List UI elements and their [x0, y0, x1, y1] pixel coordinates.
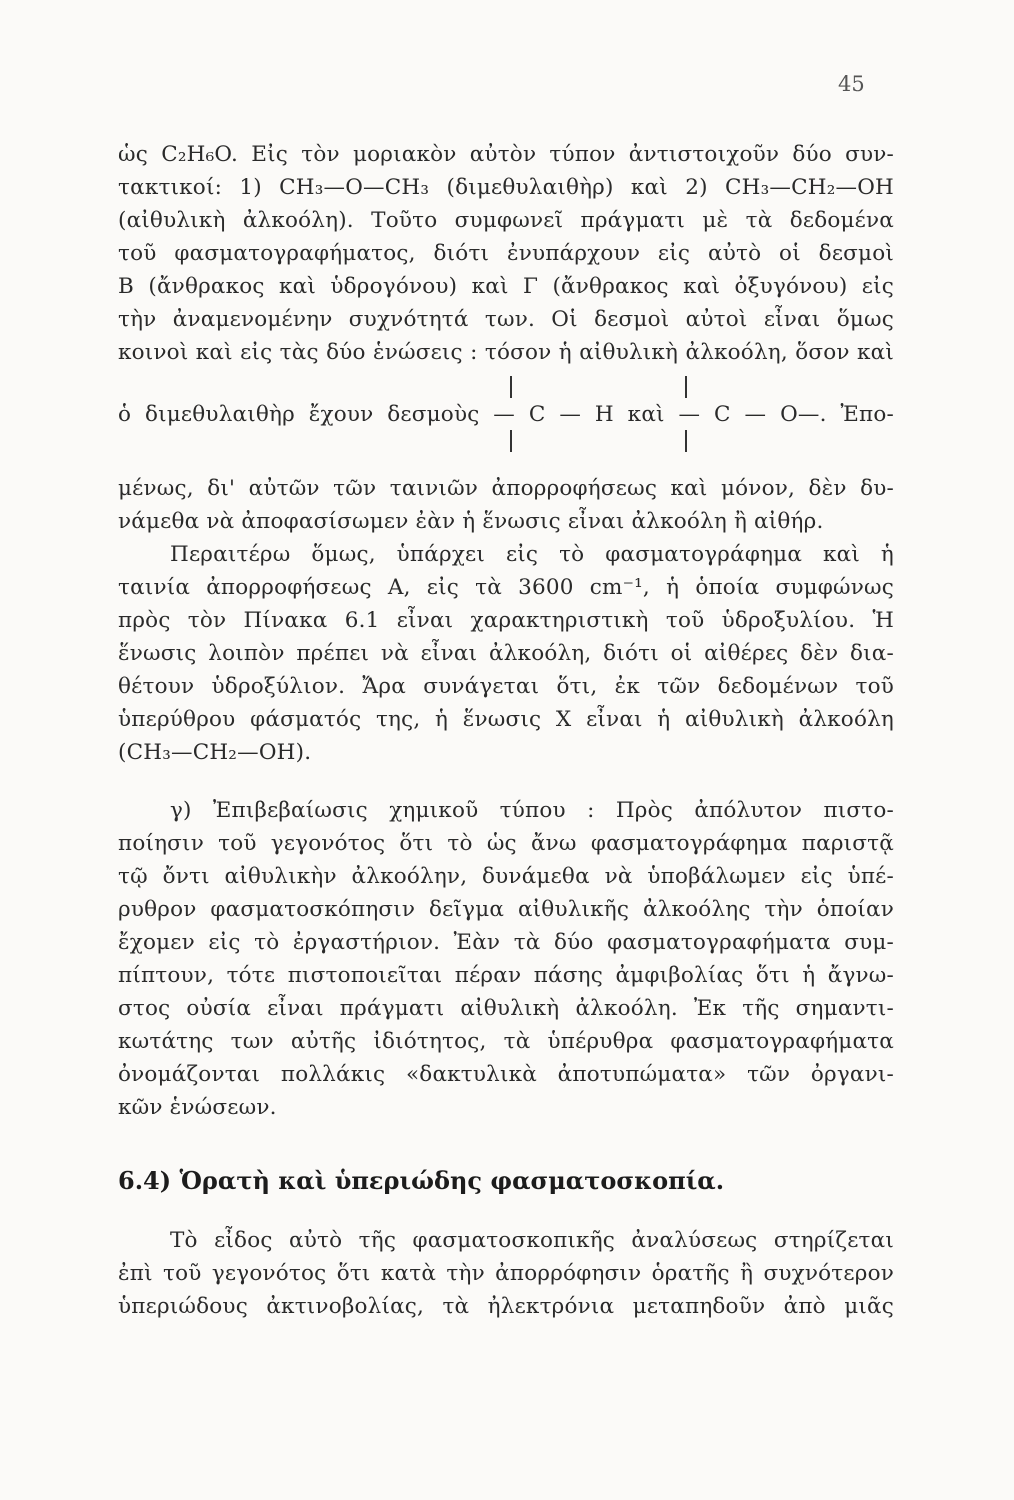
text-line: ἕνωσις λοιπὸν πρέπει νὰ εἶναι ἀλκοόλη, διότι οἱ αἰθέρες δὲν δια-: [118, 641, 894, 666]
bond-line-top: [685, 376, 687, 398]
text-line: ταινία ἀπορροφήσεως A, εἰς τὰ 3600 cm⁻¹, ἡ ὁποία συμφώνως: [118, 575, 894, 600]
text-line: ἔχομεν εἰς τὸ ἐργαστήριον. Ἐὰν τὰ δύο φασματογραφήματα συμ-: [118, 930, 894, 955]
text-line: κῶν ἑνώσεων.: [118, 1095, 277, 1120]
text-line: γ) Ἐπιβεβαίωσις χημικοῦ τύπου : Πρὸς ἀπόλυτον πιστο-: [170, 798, 894, 823]
bond-line-bottom: [685, 430, 687, 452]
text-line: B (ἄνθρακος καὶ ὑδρογόνου) καὶ Γ (ἄνθρακος καὶ ὀξυγόνου) εἰς: [118, 274, 894, 299]
text-line: τὴν ἀναμενομένην συχνότητά των. Οἱ δεσμοὶ αὐτοὶ εἶναι ὅμως: [118, 307, 894, 332]
bond-line-top: [510, 376, 512, 398]
text-line: ρυθρον φασματοσκόπησιν δεῖγμα αἰθυλικῆς ἀλκοόλης τὴν ὁποίαν: [118, 897, 894, 922]
text-line: πρὸς τὸν Πίνακα 6.1 εἶναι χαρακτηριστικὴ τοῦ ὑδροξυλίου. Ἡ: [118, 608, 894, 633]
text-line: ὀνομάζονται πολλάκις «δακτυλικὰ ἀποτυπώματα» τῶν ὀργανι-: [118, 1062, 894, 1087]
text-line: τοῦ φασματογραφήματος, διότι ἐνυπάρχουν εἰς αὐτὸ οἱ δεσμοὶ: [118, 241, 894, 266]
text-line: στος οὐσία εἶναι πράγματι αἰθυλικὴ ἀλκοόλη. Ἐκ τῆς σημαντι-: [118, 996, 894, 1021]
text-line: μένως, δι' αὐτῶν τῶν ταινιῶν ἀπορροφήσεως καὶ μόνον, δὲν δυ-: [118, 476, 894, 501]
section-heading: 6.4) Ὁρατὴ καὶ ὑπεριώδης φασματοσκοπία.: [118, 1166, 725, 1195]
formula-text: ὁ διμεθυλαιθὴρ ἔχουν δεσμοὺς — C — H καὶ — C — O—. Ἐπο-: [118, 402, 894, 427]
text-line: τακτικοί: 1) CH₃—O—CH₃ (διμεθυλαιθὴρ) καὶ 2) CH₃—CH₂—OH: [118, 175, 894, 200]
text-line: (CH₃—CH₂—OH).: [118, 740, 312, 765]
text-line: Περαιτέρω ὅμως, ὑπάρχει εἰς τὸ φασματογράφημα καὶ ἡ: [170, 542, 894, 567]
text-line: ποίησιν τοῦ γεγονότος ὅτι τὸ ὡς ἄνω φασματογράφημα παριστᾷ: [118, 831, 894, 856]
text-line: Τὸ εἶδος αὐτὸ τῆς φασματοσκοπικῆς ἀναλύσεως στηρίζεται: [170, 1228, 894, 1253]
text-line: κοινοὶ καὶ εἰς τὰς δύο ἑνώσεις : τόσον ἡ αἰθυλικὴ ἀλκοόλη, ὅσον καὶ: [118, 340, 894, 365]
text-line: ὡς C₂H₆O. Εἰς τὸν μοριακὸν αὐτὸν τύπον ἀντιστοιχοῦν δύο συν-: [118, 142, 894, 167]
text-line: νάμεθα νὰ ἀποφασίσωμεν ἐὰν ἡ ἕνωσις εἶναι ἀλκοόλη ἢ αἰθήρ.: [118, 509, 824, 534]
text-line: θέτουν ὑδροξύλιον. Ἄρα συνάγεται ὅτι, ἐκ τῶν δεδομένων τοῦ: [118, 674, 894, 699]
bond-line-bottom: [510, 430, 512, 452]
bond-formula: [118, 370, 894, 460]
text-line: πίπτουν, τότε πιστοποιεῖται πέραν πάσης ἀμφιβολίας ὅτι ἡ ἄγνω-: [118, 963, 894, 988]
text-line: ἐπὶ τοῦ γεγονότος ὅτι κατὰ τὴν ἀπορρόφησιν ὁρατῆς ἢ συχνότερον: [118, 1261, 894, 1286]
text-line: ὑπερύθρου φάσματός της, ἡ ἕνωσις X εἶναι ἡ αἰθυλικὴ ἀλκοόλη: [118, 707, 894, 732]
text-line: κωτάτης των αὐτῆς ἰδιότητος, τὰ ὑπέρυθρα φασματογραφήματα: [118, 1029, 894, 1054]
text-line: (αἰθυλικὴ ἀλκοόλη). Τοῦτο συμφωνεῖ πράγματι μὲ τὰ δεδομένα: [118, 208, 894, 233]
text-line: τῷ ὄντι αἰθυλικὴν ἀλκοόλην, δυνάμεθα νὰ ὑποβάλωμεν εἰς ὑπέ-: [118, 864, 894, 889]
text-line: ὑπεριώδους ἀκτινοβολίας, τὰ ἠλεκτρόνια μεταπηδοῦν ἀπὸ μιᾶς: [118, 1294, 894, 1319]
page-number: 45: [838, 72, 865, 96]
